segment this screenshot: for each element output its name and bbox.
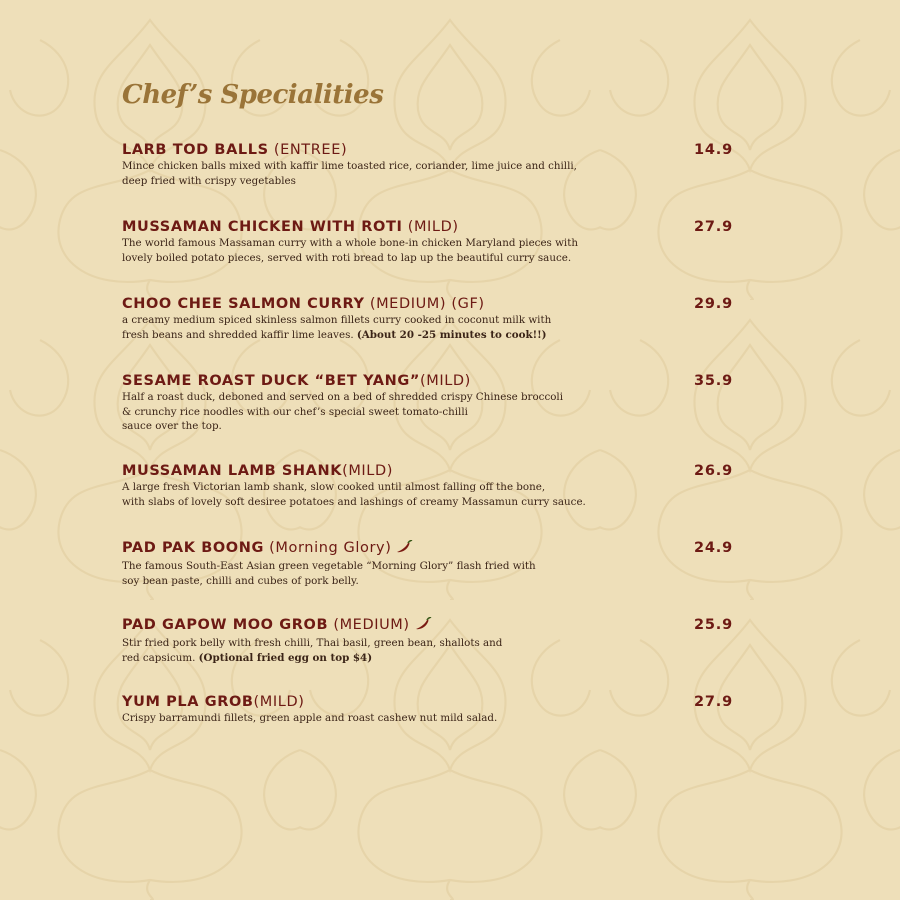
menu-item-tag: (MEDIUM) (GF)	[364, 296, 485, 312]
description-line	[122, 328, 612, 343]
menu-item-tag: (MEDIUM)	[328, 617, 410, 633]
description-text: The world famous Massaman curry with a whole bone-in chicken Maryland pieces with	[122, 237, 578, 249]
description-text: fresh beans and shredded kaffir lime leaves.	[122, 328, 357, 341]
menu-item	[122, 296, 742, 342]
description-line	[122, 559, 612, 574]
menu-item-heading	[122, 617, 742, 636]
menu-item-heading	[122, 540, 742, 559]
menu-item-name: LARB TOD BALLS	[122, 142, 269, 158]
menu-item-description	[122, 636, 612, 665]
menu-item-tag: (MILD)	[342, 463, 394, 479]
description-line	[122, 236, 612, 251]
description-line	[122, 313, 612, 328]
menu-item-price: 27.9	[694, 219, 733, 235]
page-title: Chef’s Specialities	[122, 80, 384, 110]
description-line	[122, 419, 612, 434]
menu-item-price: 26.9	[694, 463, 733, 479]
menu-item-name: SESAME ROAST DUCK “BET YANG”	[122, 373, 420, 389]
description-text: The famous South-East Asian green vegetable “Morning Glory” flash fried with	[122, 560, 536, 572]
menu-item-price: 35.9	[694, 373, 733, 389]
chili-pepper-icon	[414, 617, 432, 636]
menu-item-name: CHOO CHEE SALMON CURRY	[122, 296, 365, 312]
menu-item-description	[122, 390, 612, 434]
description-line	[122, 174, 612, 189]
menu-item	[122, 142, 742, 188]
menu-item-heading	[122, 142, 742, 159]
menu-item-heading	[122, 296, 742, 313]
description-line	[122, 711, 612, 726]
description-line	[122, 405, 612, 420]
menu-item-price: 27.9	[694, 694, 733, 710]
description-text: with slabs of lovely soft desiree potatoes and lashings of creamy Massamun curry sauce.	[122, 495, 586, 508]
description-text: red capsicum.	[122, 651, 199, 664]
description-text: Half a roast duck, deboned and served on a bed of shredded crispy Chinese broccoli	[122, 391, 563, 403]
description-line	[122, 651, 612, 666]
menu-item-tag: (ENTREE)	[268, 142, 348, 158]
menu-item-tag: (MILD)	[402, 219, 459, 235]
description-line	[122, 480, 612, 495]
description-note: (About 20 -25 minutes to cook!!)	[356, 328, 547, 341]
menu-item-price: 14.9	[694, 142, 733, 158]
menu-item-price: 25.9	[694, 617, 733, 633]
menu-item-description	[122, 159, 612, 188]
menu-item	[122, 373, 742, 434]
menu-item-price: 24.9	[694, 540, 733, 556]
menu-item-heading	[122, 463, 742, 480]
menu-item-name: MUSSAMAN CHICKEN WITH ROTI	[122, 219, 403, 235]
menu-item-tag: (MILD)	[253, 694, 305, 710]
description-text: Stir fried pork belly with fresh chilli, Thai basil, green bean, shallots and	[122, 637, 503, 649]
description-text: lovely boiled potato pieces, served with roti bread to lap up the beautiful curry sauce.	[122, 251, 572, 264]
description-line	[122, 159, 612, 174]
menu-item-description	[122, 559, 612, 588]
menu-item-tag: (MILD)	[419, 373, 471, 389]
menu-item-description	[122, 313, 612, 342]
description-line	[122, 495, 612, 510]
menu-item-name: YUM PLA GROB	[122, 694, 254, 710]
menu-item-name: PAD GAPOW MOO GROB	[122, 617, 329, 633]
menu-item-description	[122, 711, 612, 726]
description-text: A large fresh Victorian lamb shank, slow cooked until almost falling off the bone,	[122, 481, 546, 493]
menu-item	[122, 694, 742, 726]
description-text: & crunchy rice noodles with our chef’s special sweet tomato-chilli	[122, 405, 468, 418]
description-text: deep fried with crispy vegetables	[122, 174, 296, 187]
menu-item-price: 29.9	[694, 296, 733, 312]
description-text: Crispy barramundi fillets, green apple and roast cashew nut mild salad.	[122, 712, 498, 724]
description-text: Mince chicken balls mixed with kaffir lime toasted rice, coriander, lime juice and chilli,	[122, 160, 577, 172]
menu-item-description	[122, 480, 612, 509]
description-line	[122, 574, 612, 589]
menu-item	[122, 219, 742, 265]
menu-item-name: MUSSAMAN LAMB SHANK	[122, 463, 343, 479]
menu-item-heading	[122, 373, 742, 390]
menu-item	[122, 540, 742, 588]
menu-item-name: PAD PAK BOONG	[122, 540, 264, 556]
menu-item-tag: (Morning Glory)	[263, 540, 392, 556]
description-line	[122, 251, 612, 266]
menu-item-heading	[122, 219, 742, 236]
chili-pepper-icon	[395, 540, 413, 559]
menu-item	[122, 463, 742, 509]
description-line	[122, 390, 612, 405]
menu-item-heading	[122, 694, 742, 711]
description-text: a creamy medium spiced skinless salmon fillets curry cooked in coconut milk with	[122, 314, 552, 326]
description-text: sauce over the top.	[122, 420, 222, 432]
menu-item-description	[122, 236, 612, 265]
description-text: soy bean paste, chilli and cubes of pork belly.	[122, 574, 359, 587]
description-note: (Optional fried egg on top $4)	[198, 651, 373, 664]
description-line	[122, 636, 612, 651]
menu-item	[122, 617, 742, 665]
